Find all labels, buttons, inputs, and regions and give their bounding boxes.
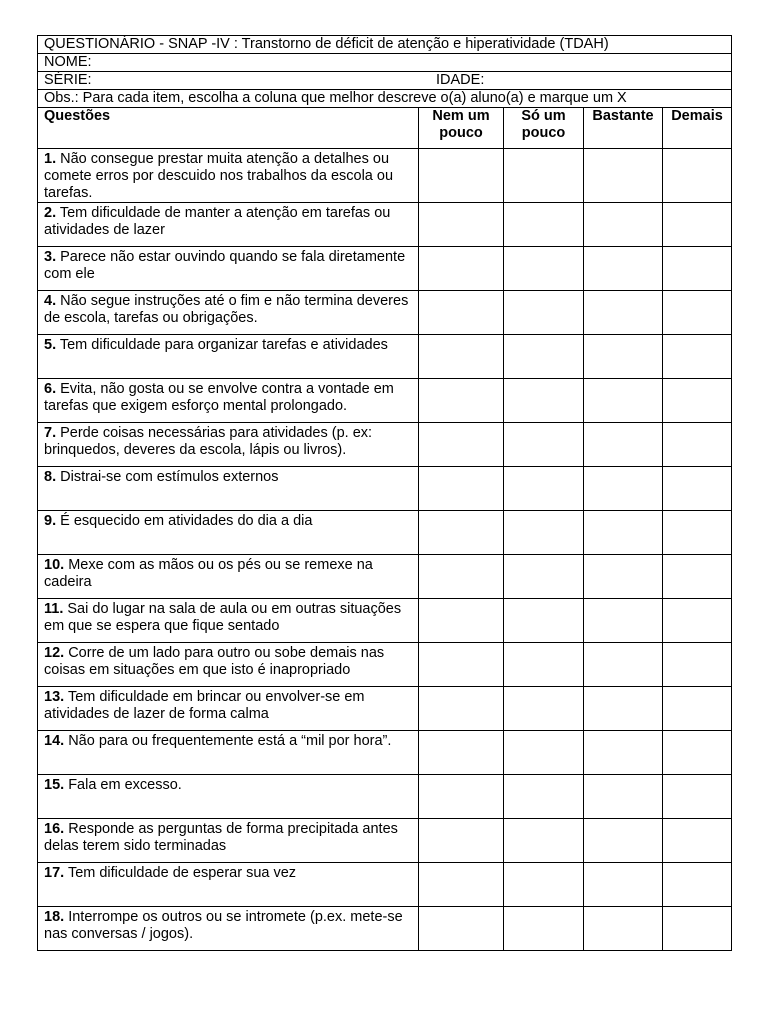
answer-cell-not-at-all[interactable] <box>419 863 504 907</box>
question-number: 2. <box>44 205 57 221</box>
answer-cell-very-much[interactable] <box>663 423 732 467</box>
question-row <box>38 687 732 731</box>
question-row <box>38 819 732 863</box>
answer-cell-just-a-little[interactable] <box>504 149 584 203</box>
question-number: 11. <box>44 601 64 617</box>
question-text: Tem dificuldade de esperar sua vez <box>64 865 297 881</box>
question-text: Parece não estar ouvindo quando se fala diretamente com ele <box>44 249 406 282</box>
answer-cell-very-much[interactable] <box>663 467 732 511</box>
age-label: IDADE: <box>436 72 485 88</box>
question-text: Interrompe os outros ou se intromete (p.ex. mete-se nas conversas / jogos). <box>44 909 403 942</box>
answer-cell-very-much[interactable] <box>663 555 732 599</box>
answer-cell-quite-a-bit[interactable] <box>584 335 663 379</box>
answer-cell-just-a-little[interactable] <box>504 555 584 599</box>
question-row <box>38 907 732 951</box>
answer-cell-very-much[interactable] <box>663 203 732 247</box>
question-number: 16. <box>44 821 65 837</box>
answer-cell-very-much[interactable] <box>663 511 732 555</box>
questionnaire-sheet <box>37 35 731 951</box>
question-row <box>38 731 732 775</box>
question-row <box>38 335 732 379</box>
question-number: 9. <box>44 513 57 529</box>
question-text: Tem dificuldade para organizar tarefas e atividades <box>56 337 388 353</box>
column-header-just-a-little: Só um pouco <box>504 108 584 149</box>
question-text-cell <box>38 379 419 423</box>
answer-cell-not-at-all[interactable] <box>419 467 504 511</box>
question-row <box>38 643 732 687</box>
question-text: Corre de um lado para outro ou sobe demais nas coisas em situações em que isto é inapropriado <box>44 645 385 678</box>
name-label: NOME: <box>44 54 92 70</box>
grade-age-field[interactable] <box>38 72 732 90</box>
answer-cell-quite-a-bit[interactable] <box>584 555 663 599</box>
answer-cell-quite-a-bit[interactable] <box>584 149 663 203</box>
answer-cell-very-much[interactable] <box>663 599 732 643</box>
question-row <box>38 247 732 291</box>
answer-cell-quite-a-bit[interactable] <box>584 643 663 687</box>
question-row <box>38 291 732 335</box>
answer-cell-very-much[interactable] <box>663 687 732 731</box>
answer-cell-quite-a-bit[interactable] <box>584 203 663 247</box>
answer-cell-not-at-all[interactable] <box>419 643 504 687</box>
answer-cell-quite-a-bit[interactable] <box>584 379 663 423</box>
question-text: Evita, não gosta ou se envolve contra a vontade em tarefas que exigem esforço mental prolongado. <box>44 381 394 414</box>
instructions-note: Obs.: Para cada item, escolha a coluna que melhor descreve o(a) aluno(a) e marque um X <box>38 90 732 108</box>
question-text-cell <box>38 819 419 863</box>
title-row <box>38 36 732 54</box>
question-text-cell <box>38 247 419 291</box>
question-number: 6. <box>44 381 57 397</box>
answer-cell-not-at-all[interactable] <box>419 149 504 203</box>
question-text-cell <box>38 335 419 379</box>
question-text: Fala em excesso. <box>64 777 182 793</box>
question-text-cell <box>38 511 419 555</box>
question-row <box>38 149 732 203</box>
question-row <box>38 379 732 423</box>
answer-cell-quite-a-bit[interactable] <box>584 687 663 731</box>
answer-cell-just-a-little[interactable] <box>504 379 584 423</box>
question-number: 5. <box>44 337 57 353</box>
answer-cell-very-much[interactable] <box>663 149 732 203</box>
answer-cell-very-much[interactable] <box>663 907 732 951</box>
column-header-quite-a-bit: Bastante <box>584 108 663 149</box>
question-text: Não para ou frequentemente está a “mil por hora”. <box>64 733 392 749</box>
question-number: 10. <box>44 557 65 573</box>
question-text-cell <box>38 555 419 599</box>
answer-cell-quite-a-bit[interactable] <box>584 907 663 951</box>
question-text-cell <box>38 687 419 731</box>
question-number: 12. <box>44 645 65 661</box>
answer-cell-not-at-all[interactable] <box>419 687 504 731</box>
answer-cell-just-a-little[interactable] <box>504 731 584 775</box>
answer-cell-just-a-little[interactable] <box>504 643 584 687</box>
answer-cell-just-a-little[interactable] <box>504 247 584 291</box>
question-row <box>38 555 732 599</box>
column-header-questions: Questões <box>38 108 419 149</box>
answer-cell-quite-a-bit[interactable] <box>584 511 663 555</box>
answer-cell-not-at-all[interactable] <box>419 555 504 599</box>
question-text-cell <box>38 863 419 907</box>
question-text-cell <box>38 599 419 643</box>
answer-cell-just-a-little[interactable] <box>504 423 584 467</box>
question-text-cell <box>38 291 419 335</box>
question-text: Responde as perguntas de forma precipitada antes delas terem sido terminadas <box>44 821 398 854</box>
answer-cell-very-much[interactable] <box>663 291 732 335</box>
question-text-cell <box>38 203 419 247</box>
question-text: Tem dificuldade de manter a atenção em tarefas ou atividades de lazer <box>44 205 391 238</box>
question-text-cell <box>38 775 419 819</box>
question-number: 4. <box>44 293 57 309</box>
question-number: 18. <box>44 909 65 925</box>
column-header-row <box>38 108 732 149</box>
answer-cell-just-a-little[interactable] <box>504 291 584 335</box>
answer-cell-not-at-all[interactable] <box>419 819 504 863</box>
answer-cell-not-at-all[interactable] <box>419 423 504 467</box>
answer-cell-just-a-little[interactable] <box>504 687 584 731</box>
question-text-cell <box>38 149 419 203</box>
column-header-very-much: Demais <box>663 108 732 149</box>
answer-cell-very-much[interactable] <box>663 335 732 379</box>
question-number: 7. <box>44 425 57 441</box>
answer-cell-not-at-all[interactable] <box>419 379 504 423</box>
answer-cell-very-much[interactable] <box>663 819 732 863</box>
question-row <box>38 423 732 467</box>
question-row <box>38 511 732 555</box>
question-text-cell <box>38 467 419 511</box>
question-number: 13. <box>44 689 65 705</box>
question-text: Sai do lugar na sala de aula ou em outras situações em que se espera que fique sentado <box>44 601 402 634</box>
question-text-cell <box>38 731 419 775</box>
question-text-cell <box>38 907 419 951</box>
answer-cell-just-a-little[interactable] <box>504 775 584 819</box>
answer-cell-just-a-little[interactable] <box>504 511 584 555</box>
answer-cell-quite-a-bit[interactable] <box>584 291 663 335</box>
answer-cell-just-a-little[interactable] <box>504 907 584 951</box>
answer-cell-very-much[interactable] <box>663 643 732 687</box>
question-number: 14. <box>44 733 65 749</box>
answer-cell-very-much[interactable] <box>663 863 732 907</box>
answer-cell-not-at-all[interactable] <box>419 907 504 951</box>
question-text: Não consegue prestar muita atenção a detalhes ou comete erros por descuido nos trabalhos da escola ou tarefas. <box>44 151 394 201</box>
answer-cell-very-much[interactable] <box>663 379 732 423</box>
answer-cell-not-at-all[interactable] <box>419 247 504 291</box>
answer-cell-quite-a-bit[interactable] <box>584 819 663 863</box>
question-text: Não segue instruções até o fim e não termina deveres de escola, tarefas ou obrigações. <box>44 293 409 326</box>
question-text: Mexe com as mãos ou os pés ou se remexe na cadeira <box>44 557 373 590</box>
answer-cell-very-much[interactable] <box>663 775 732 819</box>
question-text: Tem dificuldade em brincar ou envolver-se em atividades de lazer de forma calma <box>44 689 365 722</box>
answer-cell-just-a-little[interactable] <box>504 599 584 643</box>
questionnaire-table <box>37 35 732 951</box>
grade-age-row <box>38 72 732 90</box>
question-row <box>38 599 732 643</box>
question-number: 3. <box>44 249 57 265</box>
question-number: 1. <box>44 151 57 167</box>
answer-cell-quite-a-bit[interactable] <box>584 247 663 291</box>
answer-cell-not-at-all[interactable] <box>419 335 504 379</box>
question-number: 8. <box>44 469 57 485</box>
answer-cell-not-at-all[interactable] <box>419 775 504 819</box>
answer-cell-not-at-all[interactable] <box>419 599 504 643</box>
question-text: Distrai-se com estímulos externos <box>56 469 279 485</box>
answer-cell-very-much[interactable] <box>663 247 732 291</box>
question-text-cell <box>38 643 419 687</box>
question-row <box>38 775 732 819</box>
answer-cell-quite-a-bit[interactable] <box>584 731 663 775</box>
questionnaire-title: QUESTIONÁRIO - SNAP -IV : Transtorno de déficit de atenção e hiperatividade (TDAH) <box>38 36 732 54</box>
answer-cell-not-at-all[interactable] <box>419 731 504 775</box>
grade-label: SÉRIE: <box>44 72 92 88</box>
answer-cell-just-a-little[interactable] <box>504 467 584 511</box>
question-text: É esquecido em atividades do dia a dia <box>56 513 313 529</box>
answer-cell-not-at-all[interactable] <box>419 511 504 555</box>
answer-cell-quite-a-bit[interactable] <box>584 467 663 511</box>
answer-cell-just-a-little[interactable] <box>504 819 584 863</box>
answer-cell-quite-a-bit[interactable] <box>584 423 663 467</box>
answer-cell-just-a-little[interactable] <box>504 203 584 247</box>
name-row <box>38 54 732 72</box>
answer-cell-just-a-little[interactable] <box>504 335 584 379</box>
answer-cell-not-at-all[interactable] <box>419 203 504 247</box>
question-text: Perde coisas necessárias para atividades (p. ex: brinquedos, deveres da escola, lápis ou livros). <box>44 425 373 458</box>
answer-cell-quite-a-bit[interactable] <box>584 599 663 643</box>
column-header-not-at-all: Nem um pouco <box>419 108 504 149</box>
question-number: 17. <box>44 865 65 881</box>
question-row <box>38 863 732 907</box>
question-text-cell <box>38 423 419 467</box>
question-row <box>38 203 732 247</box>
name-field[interactable] <box>38 54 732 72</box>
question-row <box>38 467 732 511</box>
question-number: 15. <box>44 777 65 793</box>
answer-cell-not-at-all[interactable] <box>419 291 504 335</box>
answer-cell-just-a-little[interactable] <box>504 863 584 907</box>
answer-cell-quite-a-bit[interactable] <box>584 863 663 907</box>
answer-cell-very-much[interactable] <box>663 731 732 775</box>
instructions-row <box>38 90 732 108</box>
answer-cell-quite-a-bit[interactable] <box>584 775 663 819</box>
